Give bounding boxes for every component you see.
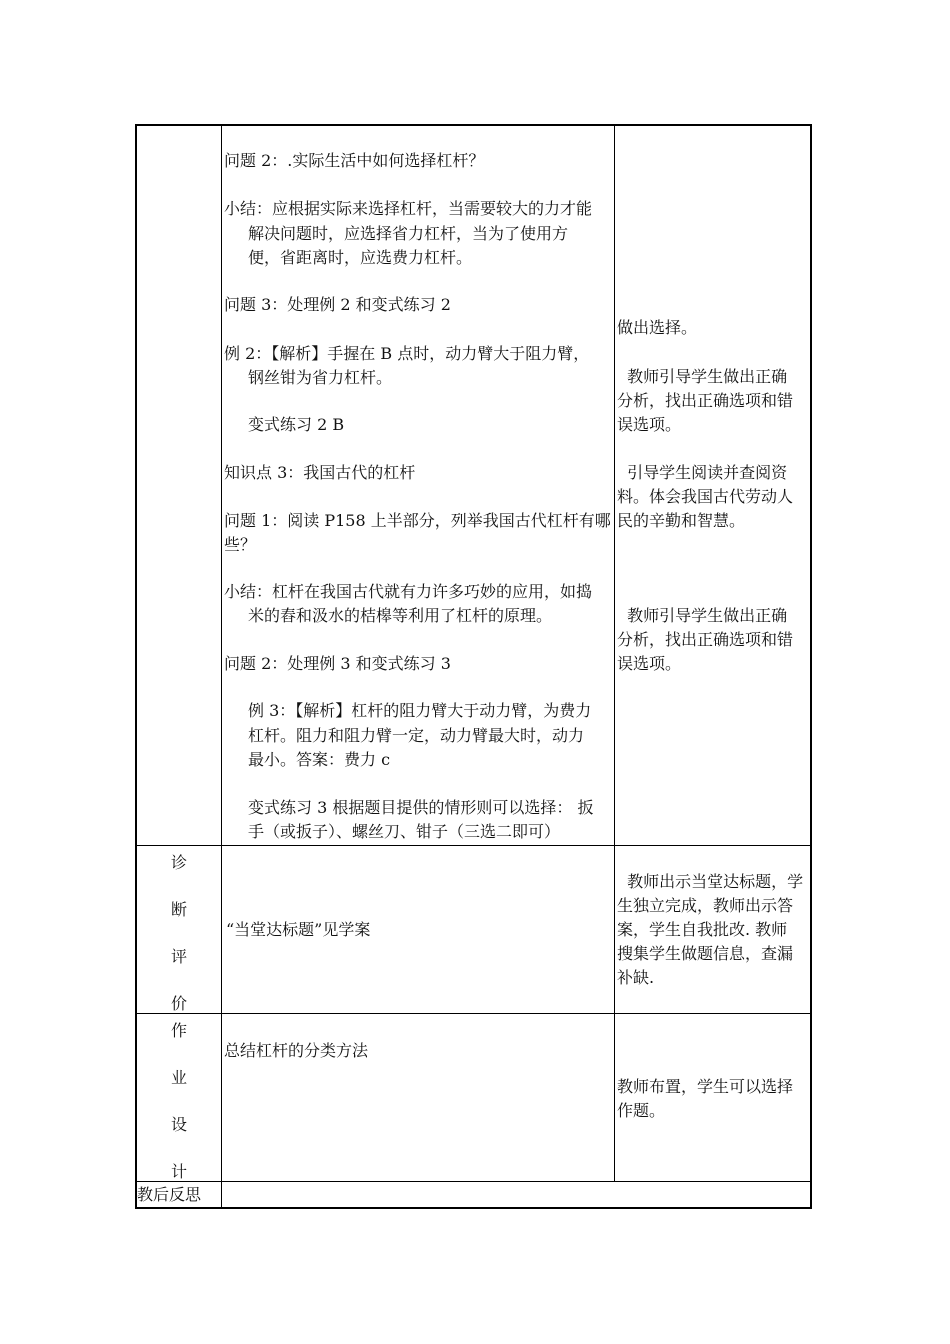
summary-2-line-2: 米的舂和汲水的桔槔等利用了杠杆的原理。 xyxy=(248,606,553,625)
row-divider-1 xyxy=(135,845,812,846)
row-divider-2 xyxy=(135,1013,812,1014)
column-divider-1 xyxy=(221,124,222,1208)
diagnosis-label-char-1: 诊 xyxy=(170,853,187,872)
summary-1-line-3: 便，省距离时，应选费力杠杆。 xyxy=(248,248,473,267)
example-2-line-2: 钢丝钳为省力杠杆。 xyxy=(248,368,393,387)
knowledge-point-3: 知识点 3：我国古代的杠杆 xyxy=(224,463,416,482)
homework-label-char-3: 设 xyxy=(170,1115,187,1134)
summary-1-line-1: 小结：应根据实际来选择杠杆，当需要较大的力才能 xyxy=(224,199,593,218)
table-border-left xyxy=(135,124,137,1208)
diagnosis-note-line-5: 补缺. xyxy=(617,968,655,987)
diagnosis-note-line-2: 生独立完成，教师出示答 xyxy=(617,896,794,915)
variant-exercise-3-line-2: 手（或扳子）、螺丝刀、钳子（三选二即可） xyxy=(248,822,561,841)
diagnosis-content: “当堂达标题”见学案 xyxy=(226,920,371,939)
note-read-line-2: 料。体会我国古代劳动人 xyxy=(617,487,794,506)
note-guide-2-line-2: 分析，找出正确选项和错 xyxy=(617,630,794,649)
homework-label-char-4: 计 xyxy=(170,1162,187,1181)
example-3-line-2: 杠杆。阻力和阻力臂一定，动力臂最大时，动力 xyxy=(248,726,585,745)
diagnosis-note-line-1: 教师出示当堂达标题，学 xyxy=(617,872,804,891)
note-guide-2-line-1: 教师引导学生做出正确 xyxy=(617,606,788,625)
question-2b: 问题 2：处理例 3 和变式练习 3 xyxy=(224,654,451,673)
homework-note-line-2: 作题。 xyxy=(617,1101,666,1120)
note-read-line-3: 民的辛勤和智慧。 xyxy=(617,511,746,530)
table-border-bottom xyxy=(135,1207,812,1209)
reflection-label: 教后反思 xyxy=(137,1185,202,1204)
diagnosis-label-char-3: 评 xyxy=(170,947,187,966)
variant-exercise-3-line-1: 变式练习 3 根据题目提供的情形则可以选择： 扳 xyxy=(248,798,594,817)
summary-2-line-1: 小结：杠杆在我国古代就有力许多巧妙的应用，如捣 xyxy=(224,582,593,601)
note-guide-1-line-1: 教师引导学生做出正确 xyxy=(617,367,788,386)
example-3-line-1: 例 3：【解析】杠杆的阻力臂大于动力臂，为费力 xyxy=(248,701,592,720)
table-border-top xyxy=(135,124,812,126)
note-guide-1-line-3: 误选项。 xyxy=(617,415,682,434)
note-read-line-1: 引导学生阅读并查阅资 xyxy=(617,463,788,482)
row-divider-3 xyxy=(135,1181,812,1182)
note-guide-2-line-3: 误选项。 xyxy=(617,654,682,673)
summary-1-line-2: 解决问题时，应选择省力杠杆，当为了使用方 xyxy=(248,224,569,243)
diagnosis-note-line-4: 搜集学生做题信息，查漏 xyxy=(617,944,794,963)
note-make-choice: 做出选择。 xyxy=(617,318,698,337)
homework-note-line-1: 教师布置，学生可以选择 xyxy=(617,1077,794,1096)
diagnosis-label-char-4: 价 xyxy=(170,994,187,1013)
diagnosis-label-char-2: 断 xyxy=(170,900,187,919)
column-divider-2 xyxy=(614,124,615,1182)
homework-label-char-2: 业 xyxy=(170,1068,187,1087)
question-3: 问题 3：处理例 2 和变式练习 2 xyxy=(224,295,451,314)
question-2: 问题 2：.实际生活中如何选择杠杆？ xyxy=(224,151,485,170)
note-guide-1-line-2: 分析，找出正确选项和错 xyxy=(617,391,794,410)
homework-content: 总结杠杆的分类方法 xyxy=(224,1041,369,1060)
example-2-line-1: 例 2：【解析】手握在 B 点时，动力臂大于阻力臂， xyxy=(224,344,590,363)
example-3-line-3: 最小。答案：费力 c xyxy=(248,750,391,769)
variant-exercise-2: 变式练习 2 B xyxy=(248,415,345,434)
homework-label-char-1: 作 xyxy=(170,1021,187,1040)
question-1-line-2: 些？ xyxy=(224,535,257,554)
diagnosis-note-line-3: 案，学生自我批改. 教师 xyxy=(617,920,788,939)
table-border-right xyxy=(810,124,812,1208)
question-1-line-1: 问题 1：阅读 P158 上半部分，列举我国古代杠杆有哪 xyxy=(224,511,611,530)
